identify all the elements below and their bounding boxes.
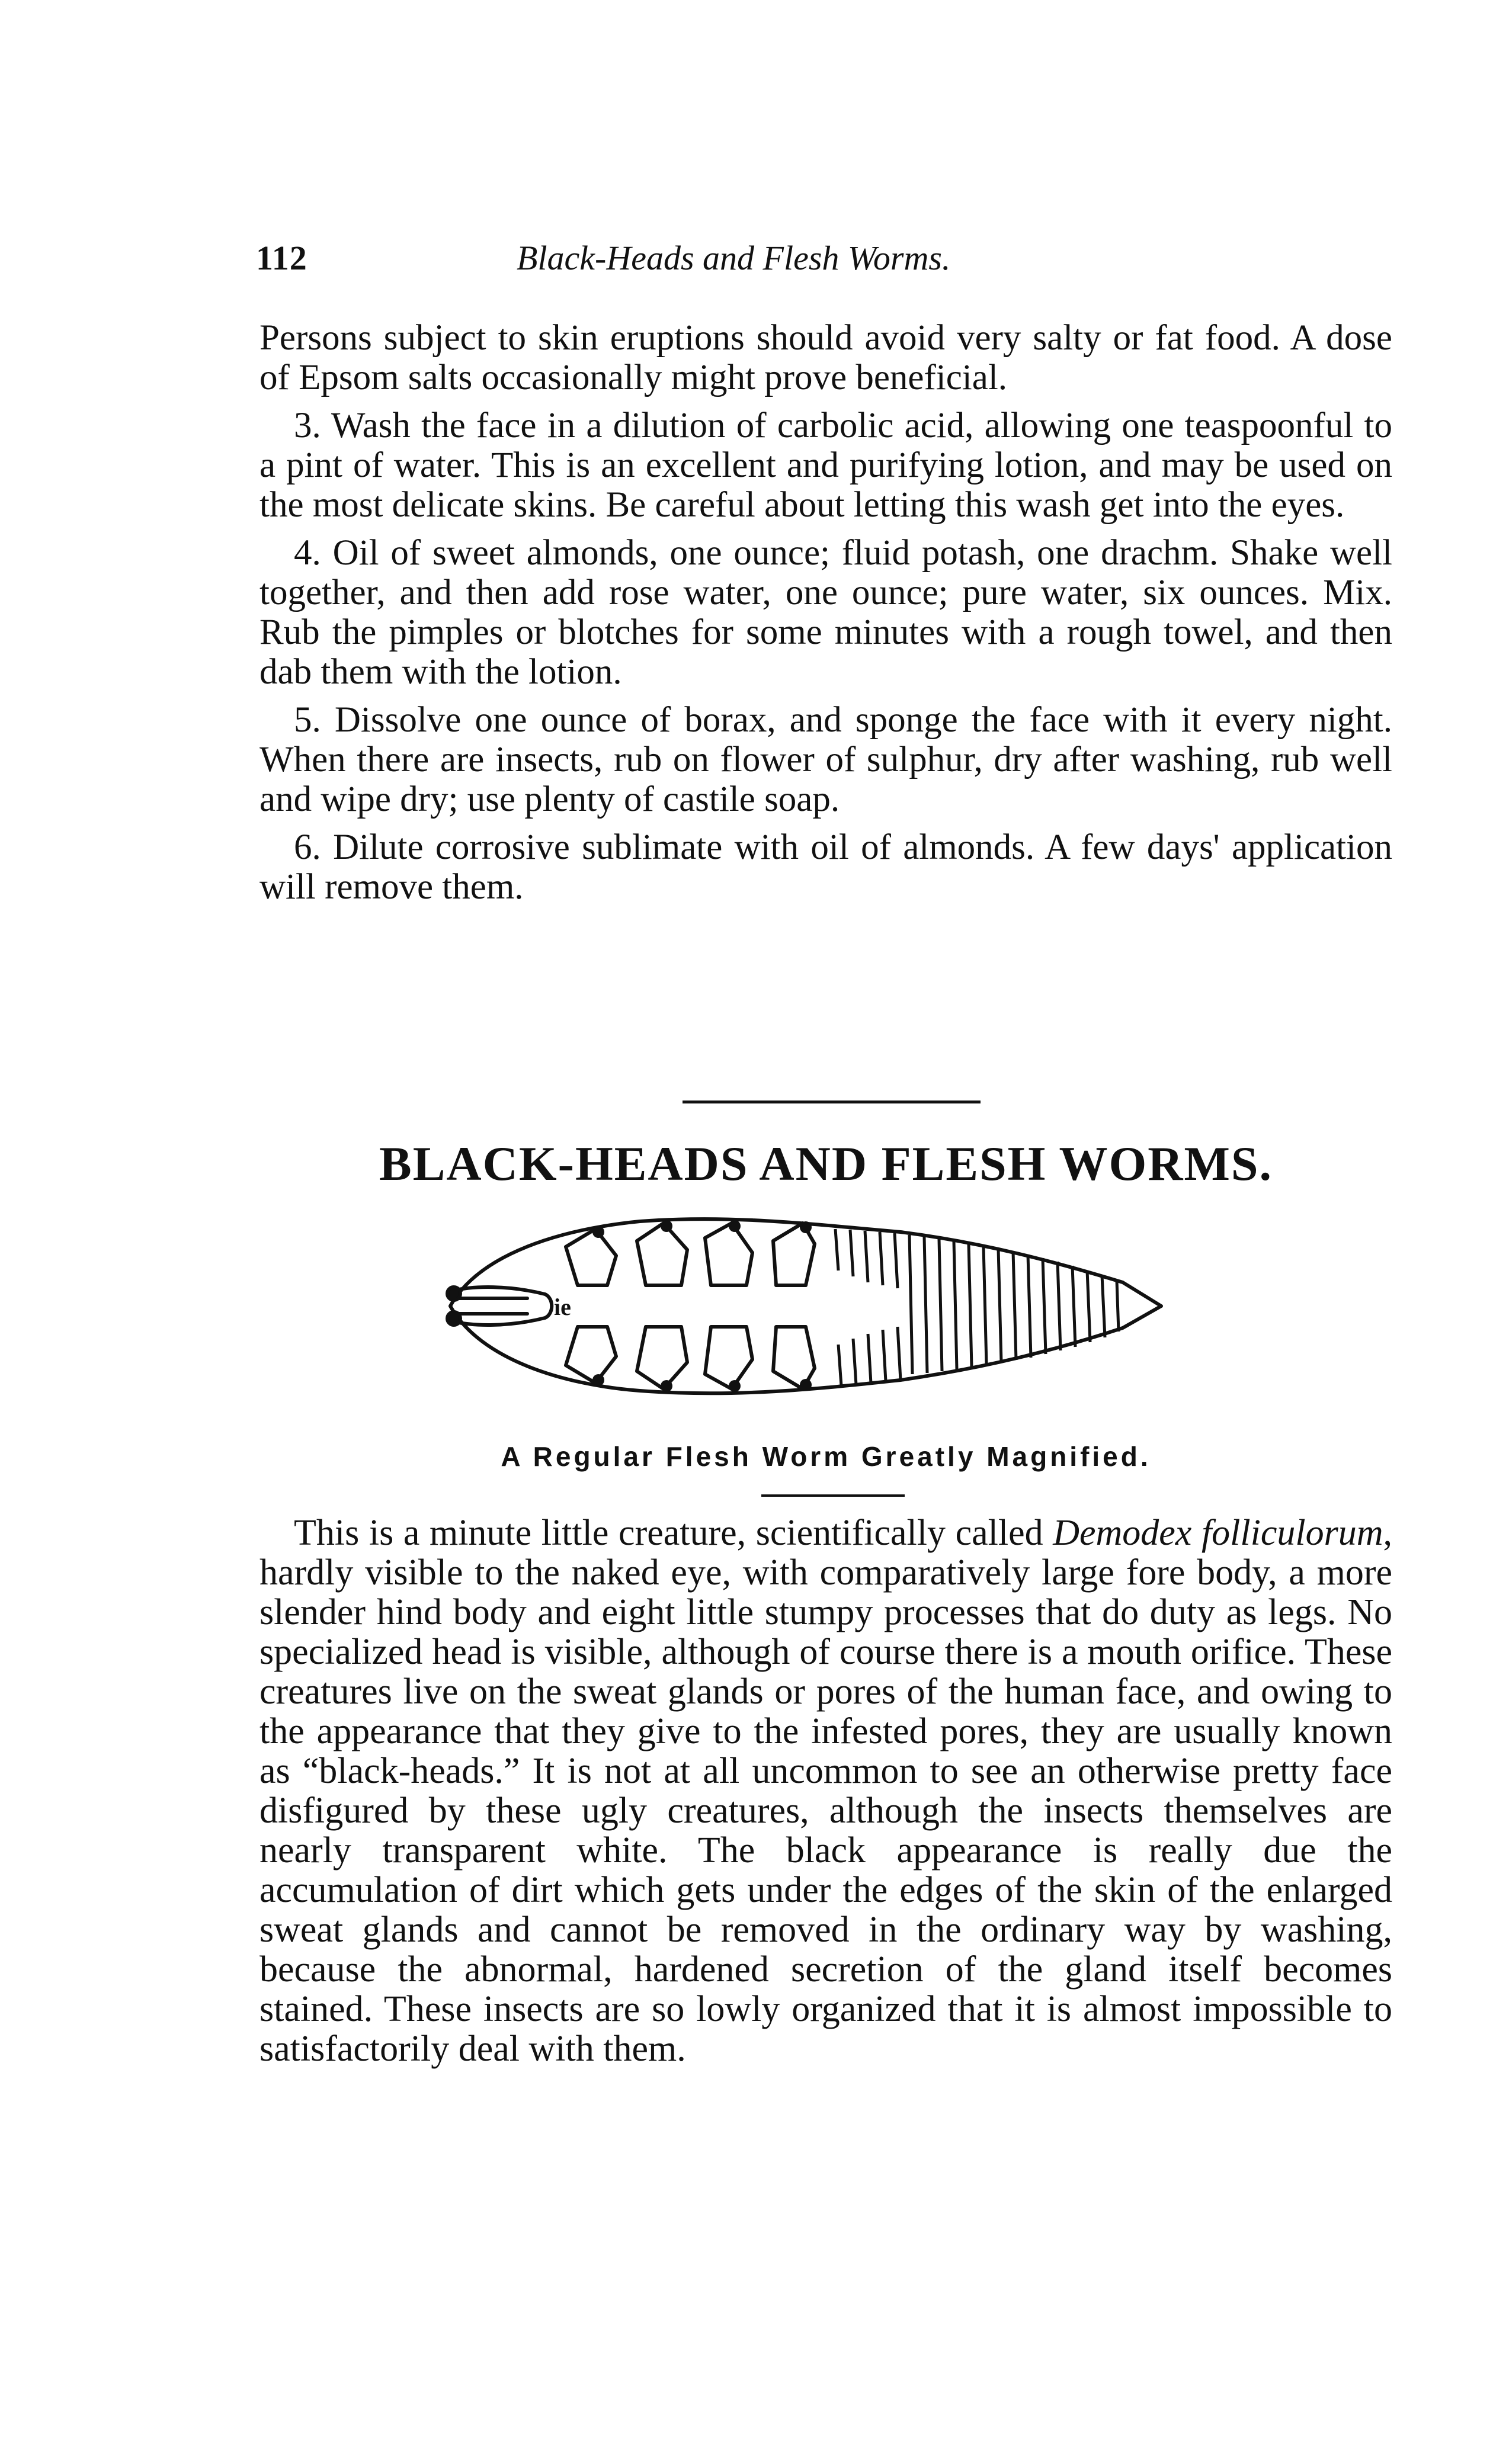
leg-lower-1 — [566, 1327, 616, 1383]
flesh-worm-illustration — [427, 1196, 1232, 1433]
leg-upper-3 — [705, 1223, 752, 1285]
section-divider-bottom — [761, 1494, 905, 1497]
section-divider-top — [683, 1101, 981, 1103]
running-head — [256, 238, 1393, 285]
illustration-caption: A Regular Flesh Worm Greatly Magnified. — [501, 1441, 1151, 1472]
remedies-text — [259, 318, 1392, 907]
leg-lower-2 — [637, 1327, 687, 1389]
body-intro: This is a minute little creature, scientifically called — [294, 1513, 1053, 1553]
leg-upper-2 — [637, 1223, 687, 1285]
remedy-3: 3. Wash the face in a dilution of carbolic acid, allowing one teaspoonful to a pint of water. This is an excellent and purifying lotion, and may be used on the most delicate skins. Be careful about letting this wash get into the eyes. — [259, 406, 1392, 525]
remedy-5: 5. Dissolve one ounce of borax, and sponge the face with it every night. When there are insects, rub on flower of sulphur, dry after washing, rub well and wipe dry; use plenty of castile soap. — [259, 700, 1392, 819]
remedy-4: 4. Oil of sweet almonds, one ounce; fluid potash, one drachm. Shake well together, and then add rose water, one ounce; pure water, six ounces. Mix. Rub the pimples or blotches for some minutes with a rough towel, and then dab them with the lotion. — [259, 533, 1392, 692]
worm-head — [450, 1287, 552, 1325]
page-number: 112 — [256, 239, 307, 277]
section-body — [259, 1513, 1392, 2069]
paragraph-continued: Persons subject to skin eruptions should avoid very salty or fat food. A dose of Epsom salts occasionally might prove beneficial. — [259, 318, 1392, 397]
remedy-6: 6. Dilute corrosive sublimate with oil of almonds. A few days' application will remove them. — [259, 827, 1392, 907]
body-rest: , hardly visible to the naked eye, with comparatively large fore body, a more slender hind body and eight little stumpy processes that do duty as legs. No specialized head is visible, although of course there is a mouth orifice. These creatures live on the sweat glands or pores of the human face, and owing to the appearance that they give to the infested pores, they are usually known as “black-heads.” It is not at all uncommon to see an otherwise pretty face disfigured by these ugly creatures, although the insects themselves are nearly transparent white. The black appearance is really due the accumulation of dirt which gets under the edges of the skin of the enlarged sweat glands and cannot be removed in the ordinary way by washing, because the abnormal, hardened secretion of the gland itself becomes stained. These insects are so lowly organized that it is almost impossible to satisfactorily deal with them. — [259, 1513, 1392, 2069]
section-title: BLACK-HEADS AND FLESH WORMS. — [379, 1137, 1273, 1191]
leg-lower-3 — [705, 1327, 752, 1389]
body-paragraph — [259, 1513, 1392, 2069]
leg-upper-1 — [566, 1229, 616, 1285]
scientific-name: Demodex folliculorum — [1053, 1513, 1383, 1553]
running-title: Black-Heads and Flesh Worms. — [517, 239, 951, 277]
abdomen-striations — [835, 1229, 1119, 1386]
svg-text:ie: ie — [554, 1294, 571, 1320]
